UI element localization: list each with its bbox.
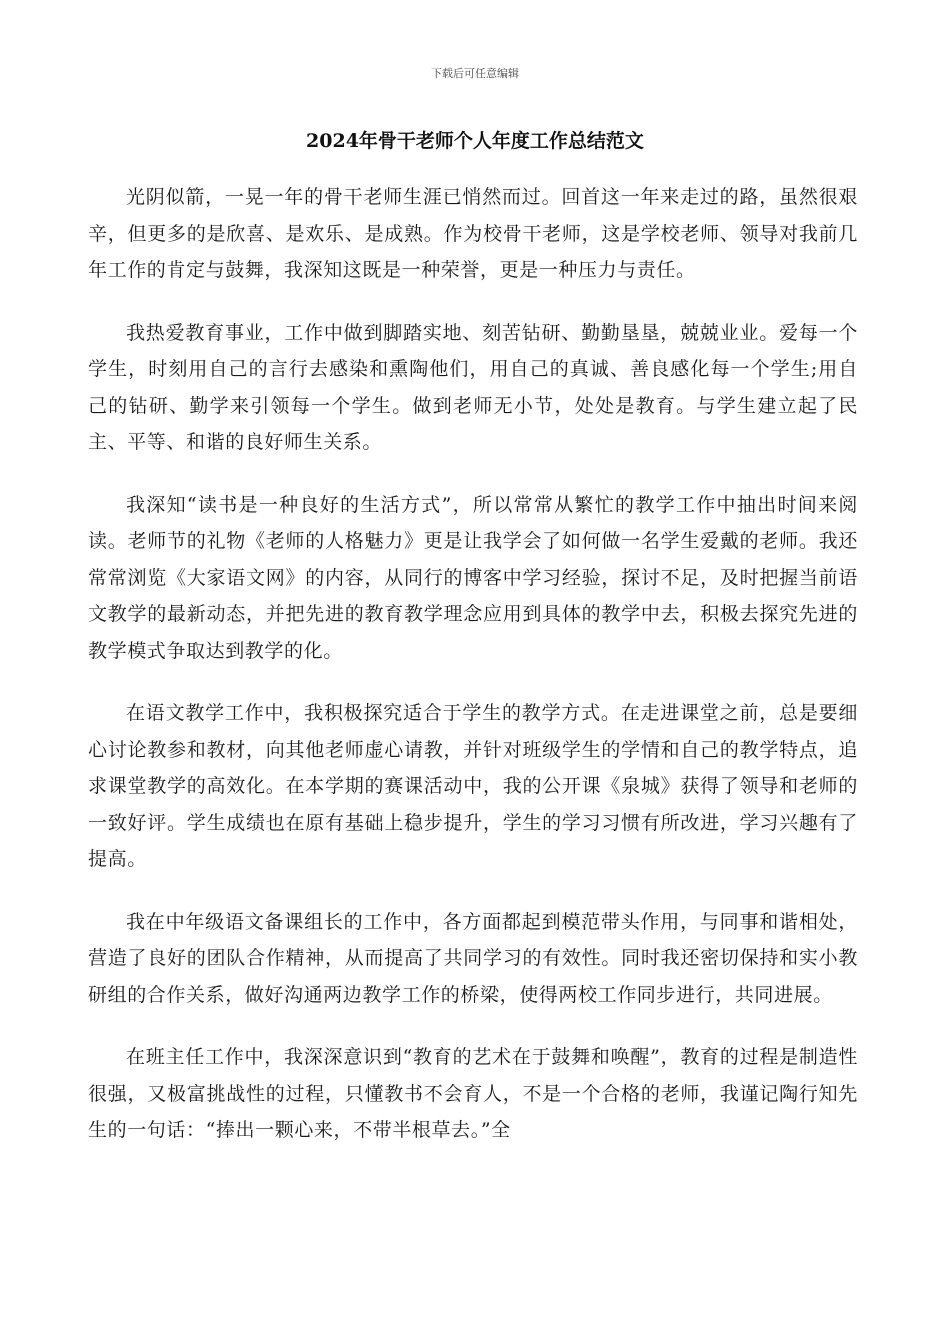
paragraph: 在班主任工作中，我深深意识到“教育的艺术在于鼓舞和唤醒”，教育的过程是制造性很强，又极富挑战性的过程，只懂教书不会育人，不是一个合格的老师，我谨记陶行知先生的一句话：“捧出一颗心来，不带半根草去。”全 (88, 1046, 858, 1141)
paragraph: 光阴似箭，一晃一年的骨干老师生涯已悄然而过。回首这一年来走过的路，虽然很艰辛，但更多的是欣喜、是欢乐、是成熟。作为校骨干老师，这是学校老师、领导对我前几年工作的肯定与鼓舞，我深知这既是一种荣誉，更是一种压力与责任。 (88, 186, 858, 281)
paragraph: 在语文教学工作中，我积极探究适合于学生的教学方式。在走进课堂之前，总是要细心讨论教参和教材，向其他老师虚心请教，并针对班级学生的学情和自己的教学特点，追求课堂教学的高效化。在本学期的赛课活动中，我的公开课《泉城》获得了领导和老师的一致好评。学生成绩也在原有基础上稳步提升，学生的学习习惯有所改进，学习兴趣有了提高。 (88, 702, 858, 870)
paragraph: 我在中年级语文备课组长的工作中，各方面都起到模范带头作用，与同事和谐相处，营造了良好的团队合作精神，从而提高了共同学习的有效性。同时我还密切保持和实小教研组的合作关系，做好沟通两边教学工作的桥梁，使得两校工作同步进行，共同进展。 (88, 910, 858, 1006)
paragraph: 我深知“读书是一种良好的生活方式”，所以常常从繁忙的教学工作中抽出时间来阅读。老师节的礼物《老师的人格魅力》更是让我学会了如何做一名学生爱戴的老师。我还常常浏览《大家语文网》的内容，从同行的博客中学习经验，探讨不足，及时把握当前语文教学的最新动态，并把先进的教育教学理念应用到具体的教学中去，积极去探究先进的教学模式争取达到教学的化。 (88, 493, 858, 662)
page-header-note: 下载后可任意编辑 (431, 67, 519, 80)
document-body (88, 179, 858, 1175)
paragraph: 我热爱教育事业，工作中做到脚踏实地、刻苦钻研、勤勤垦垦，兢兢业业。爱每一个学生，时刻用自己的言行去感染和熏陶他们，用自己的真诚、善良感化每一个学生;用自己的钻研、勤学来引领每一个学生。做到老师无小节，处处是教育。与学生建立起了民主、平等、和谐的良好师生关系。 (88, 321, 858, 453)
document-title: 2024年骨干老师个人年度工作总结范文 (306, 130, 644, 152)
